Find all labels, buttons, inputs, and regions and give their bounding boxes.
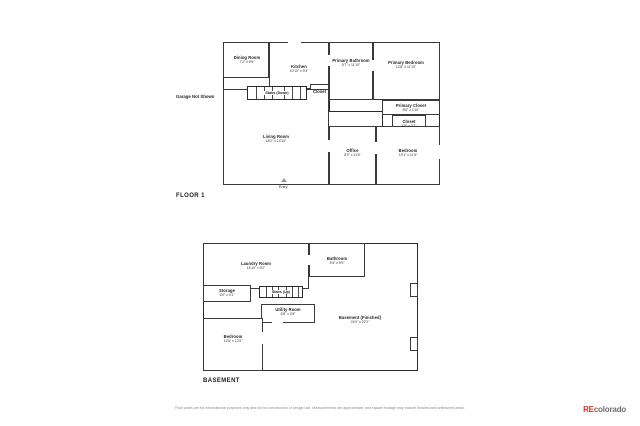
floor1-title: FLOOR 1: [176, 193, 205, 199]
room-label-storage: Storage 6'0" x 4'1": [219, 288, 235, 298]
door-gap-bedroom1: [375, 142, 377, 154]
floor1-stairs-label: Stairs (Down): [265, 91, 289, 95]
room-label-primary-closet: Primary Closet 8'6" x 1'10": [395, 103, 427, 113]
room-label-bedroom-1: Bedroom 10'1" x 11'6": [398, 148, 418, 158]
door-gap-living-top: [232, 110, 248, 112]
basement-right-notch-2: [410, 337, 418, 351]
room-label-closet-1: Closet: [312, 89, 327, 94]
basement-stairs-label: Stairs (Up): [271, 290, 291, 294]
door-gap-office: [328, 140, 330, 152]
room-label-kitchen: Kitchen 10'10" x 9'4": [289, 64, 309, 74]
entry-arrow-icon: [281, 178, 287, 182]
brand-logo: [583, 405, 626, 414]
basement-bedroom-walls: [203, 318, 263, 371]
brand-re: RE: [583, 405, 594, 414]
room-label-laundry-room: Laundry Room 14'10" x 9'2": [240, 261, 272, 271]
door-gap-right-exterior: [439, 145, 441, 159]
floor1-stairs: [247, 86, 307, 100]
basement-stairs: [259, 286, 303, 298]
basement-right-notch-1: [410, 283, 418, 297]
room-label-living-room: Living Room 18'2" x 14'10": [263, 134, 289, 144]
room-label-basement-finished: Basement (Finished) 24'0" x 22'2": [338, 315, 382, 325]
door-gap-basement-bathroom: [308, 255, 310, 265]
disclaimer-text: Floor plans are for informational purposes only and not for construction or design use. Measurements are approximate, and square footage may include finished and unfinished areas.: [175, 406, 465, 410]
basement-title: BASEMENT: [203, 378, 240, 384]
room-label-basement-bedroom: Bedroom 12'6" x 12'0": [223, 334, 243, 344]
room-label-primary-bathroom: Primary Bathroom 5'7" x 11'10": [332, 58, 370, 68]
room-label-dining-room: Dining Room 7'2" x 9'8": [233, 55, 261, 65]
door-gap-utility: [272, 322, 283, 324]
entry-label: Entry: [279, 185, 288, 189]
room-label-closet-2: Closet 4'8" x 2'2": [401, 119, 417, 129]
door-gap-kitchen-top: [288, 41, 301, 43]
room-label-primary-bedroom: Primary Bedroom 12'8" x 11'10": [388, 60, 424, 70]
room-label-utility-room: Utility Room 6'8" x 2'8": [275, 307, 301, 317]
garage-not-shown-note: Garage Not Shown: [176, 94, 215, 99]
door-gap-basement-bedroom: [262, 332, 264, 344]
primary-bedroom-walls: [373, 42, 440, 100]
room-label-office: Office 8'3" x 11'6": [344, 148, 361, 158]
brand-colorado: colorado: [593, 405, 626, 414]
room-label-basement-bathroom: Bathroom 5'3" x 5'9": [326, 256, 348, 266]
primary-bathroom-walls: [329, 42, 373, 100]
